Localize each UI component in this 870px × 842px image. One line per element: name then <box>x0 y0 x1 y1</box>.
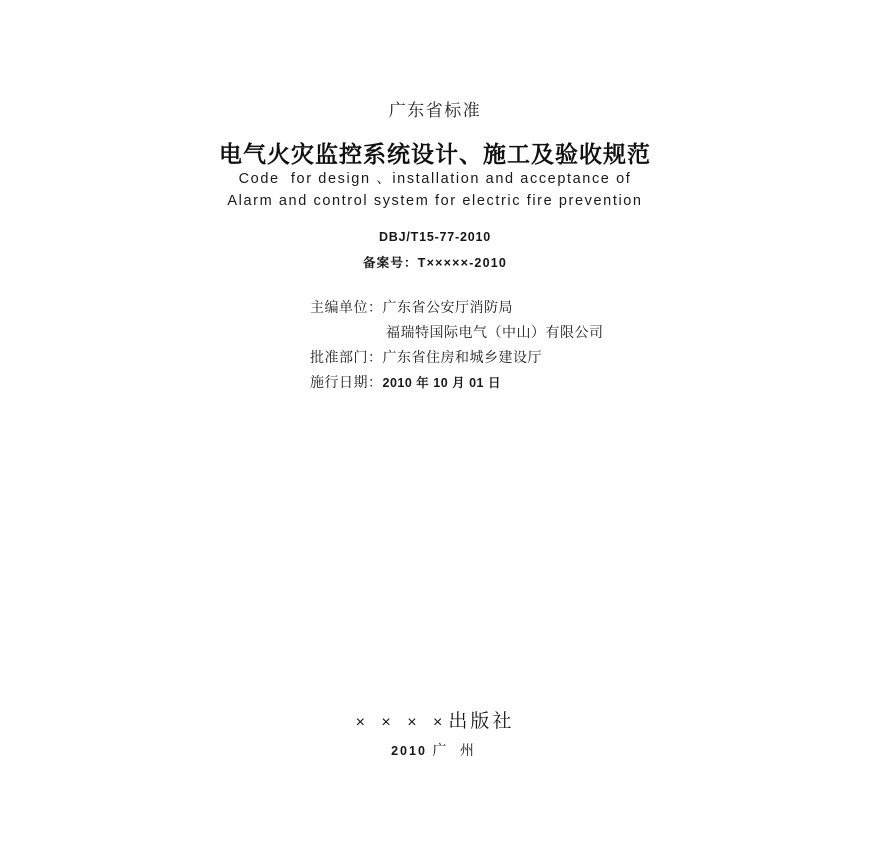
english-title-line-2: Alarm and control system for electric fire prevention <box>227 193 643 209</box>
standard-organization: 广东省标准 <box>388 101 482 120</box>
publisher-placeholder-marks: × × × × <box>355 714 449 731</box>
english-title <box>0 168 870 212</box>
page-title: 电气火灾监控系统设计、施工及验收规范 <box>219 142 651 167</box>
info-label: 主编单位： <box>310 301 383 316</box>
info-value: 广东省住房和城乡建设厅 <box>382 351 542 366</box>
info-row <box>310 346 730 371</box>
publisher <box>0 706 870 733</box>
record-number: 备案号：T×××××-2010 <box>362 256 508 270</box>
info-row <box>310 321 730 346</box>
publication-place-year <box>0 740 870 760</box>
info-value: 2010 年 10 月 01 日 <box>382 376 501 390</box>
info-label: 施行日期： <box>310 376 383 391</box>
english-title-line-1: Code for design 、installation and acceptance of <box>238 171 632 187</box>
publication-info <box>310 296 730 396</box>
standard-code-number: DBJ/T15-77-2010 <box>378 230 492 244</box>
info-label: 批准部门： <box>310 351 383 366</box>
publish-city: 广 州 <box>432 744 479 759</box>
info-value: 福瑞特国际电气（中山）有限公司 <box>386 326 604 341</box>
publisher-name: 出版社 <box>448 711 515 732</box>
publish-year: 2010 <box>391 744 427 758</box>
info-row <box>310 296 730 321</box>
info-value: 广东省公安厅消防局 <box>382 301 513 316</box>
info-row <box>310 371 730 396</box>
